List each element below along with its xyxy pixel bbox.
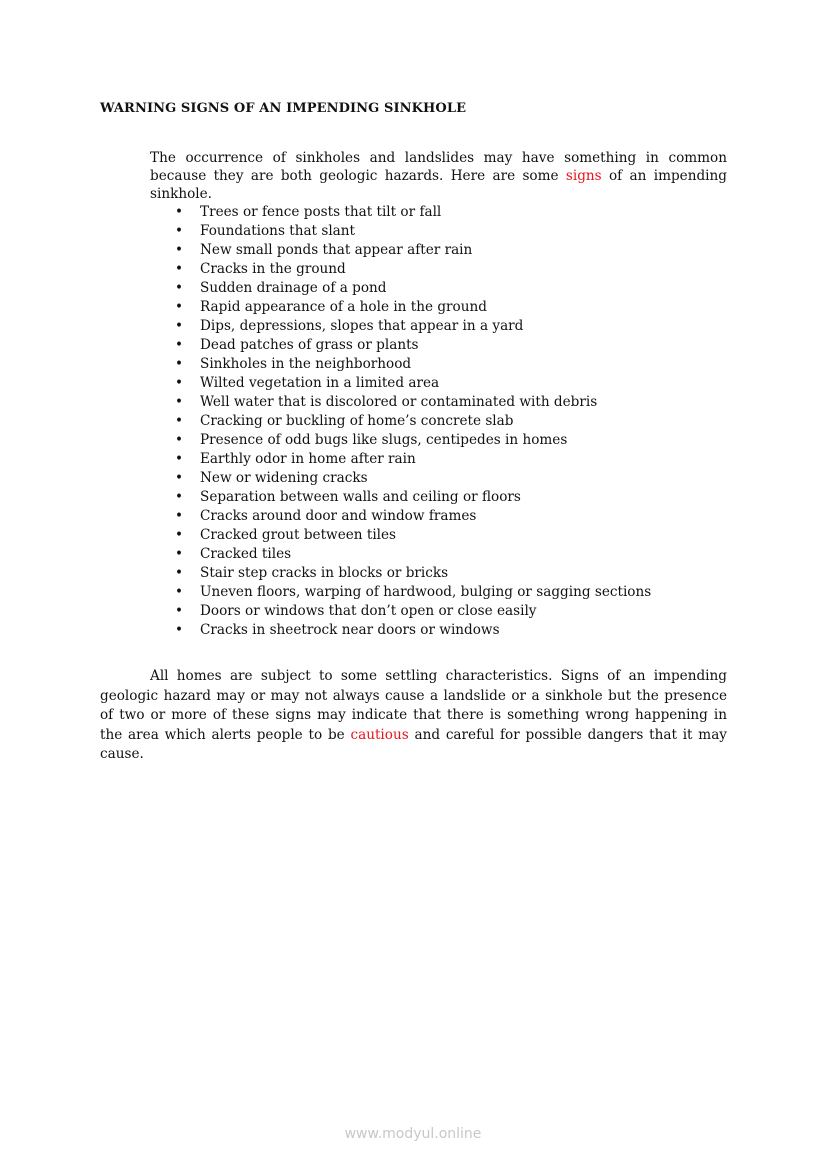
list-item-text: Trees or fence posts that tilt or fall (200, 204, 442, 220)
bullet-icon: • (175, 527, 184, 543)
list-item-text: Cracking or buckling of home’s concrete slab (200, 413, 514, 429)
outro-text: All homes are subject to some settling characteristics. Signs of an impending geologic hazard may or may not always cause a landslide or a sinkhole but the presence of two or more of these signs may indicate that there is something wrong happening in the area which alerts people to be (100, 668, 727, 743)
list-item-text: New or widening cracks (200, 470, 368, 486)
list-item (150, 412, 651, 431)
bullet-icon: • (175, 299, 184, 315)
list-item (150, 336, 651, 355)
bullet-icon: • (175, 584, 184, 600)
bullet-icon: • (175, 489, 184, 505)
bullet-icon: • (175, 470, 184, 486)
outro-text: and careful for possible dangers that it may cause. (100, 726, 727, 762)
list-item-text: Presence of odd bugs like slugs, centipedes in homes (200, 432, 568, 448)
highlighted-word: signs (565, 168, 602, 184)
closing-paragraph (100, 667, 727, 765)
list-item (150, 488, 651, 507)
bullet-icon: • (175, 242, 184, 258)
section-title: WARNING SIGNS OF AN IMPENDING SINKHOLE (100, 101, 467, 116)
list-item-text: Cracks around door and window frames (200, 508, 477, 524)
bullet-icon: • (175, 546, 184, 562)
list-item (150, 222, 651, 241)
list-item (150, 469, 651, 488)
list-item (150, 298, 651, 317)
list-item-text: Doors or windows that don’t open or close easily (200, 603, 537, 619)
list-item-text: Well water that is discolored or contaminated with debris (200, 394, 598, 410)
intro-paragraph (150, 149, 727, 203)
list-item (150, 621, 651, 640)
list-item (150, 507, 651, 526)
warning-signs-list (150, 203, 651, 640)
list-item (150, 545, 651, 564)
list-item (150, 564, 651, 583)
bullet-icon: • (175, 603, 184, 619)
list-item-text: Earthly odor in home after rain (200, 451, 416, 467)
bullet-icon: • (175, 413, 184, 429)
list-item (150, 583, 651, 602)
bullet-icon: • (175, 261, 184, 277)
list-item (150, 431, 651, 450)
highlighted-word: cautious (350, 726, 409, 743)
bullet-icon: • (175, 375, 184, 391)
list-item-text: Cracks in the ground (200, 261, 346, 277)
watermark: www.modyul.online (344, 1126, 482, 1142)
list-item-text: Separation between walls and ceiling or floors (200, 489, 521, 505)
bullet-icon: • (175, 280, 184, 296)
list-item-text: New small ponds that appear after rain (200, 242, 473, 258)
list-item (150, 260, 651, 279)
list-item (150, 279, 651, 298)
bullet-icon: • (175, 204, 184, 220)
list-item-text: Stair step cracks in blocks or bricks (200, 565, 449, 581)
list-item (150, 203, 651, 222)
list-item-text: Cracks in sheetrock near doors or windows (200, 622, 500, 638)
intro-text: of an impending sinkhole. (150, 168, 727, 202)
list-item-text: Sudden drainage of a pond (200, 280, 387, 296)
list-item (150, 355, 651, 374)
list-item (150, 241, 651, 260)
list-item (150, 602, 651, 621)
list-item-text: Sinkholes in the neighborhood (200, 356, 412, 372)
bullet-icon: • (175, 432, 184, 448)
list-item-text: Uneven floors, warping of hardwood, bulging or sagging sections (200, 584, 652, 600)
intro-text: The occurrence of sinkholes and landslides may have something in common because they are both geologic hazards. Here are some (150, 150, 727, 184)
list-item-text: Wilted vegetation in a limited area (200, 375, 440, 391)
bullet-icon: • (175, 337, 184, 353)
list-item (150, 526, 651, 545)
bullet-icon: • (175, 223, 184, 239)
list-item-text: Cracked tiles (200, 546, 292, 562)
list-item (150, 317, 651, 336)
bullet-icon: • (175, 356, 184, 372)
list-item-text: Rapid appearance of a hole in the ground (200, 299, 487, 315)
list-item-text: Foundations that slant (200, 223, 355, 239)
list-item (150, 450, 651, 469)
list-item-text: Dead patches of grass or plants (200, 337, 419, 353)
list-item-text: Dips, depressions, slopes that appear in a yard (200, 318, 524, 334)
bullet-icon: • (175, 394, 184, 410)
bullet-icon: • (175, 508, 184, 524)
bullet-icon: • (175, 318, 184, 334)
list-item (150, 393, 651, 412)
list-item (150, 374, 651, 393)
bullet-icon: • (175, 622, 184, 638)
bullet-icon: • (175, 451, 184, 467)
bullet-icon: • (175, 565, 184, 581)
list-item-text: Cracked grout between tiles (200, 527, 397, 543)
